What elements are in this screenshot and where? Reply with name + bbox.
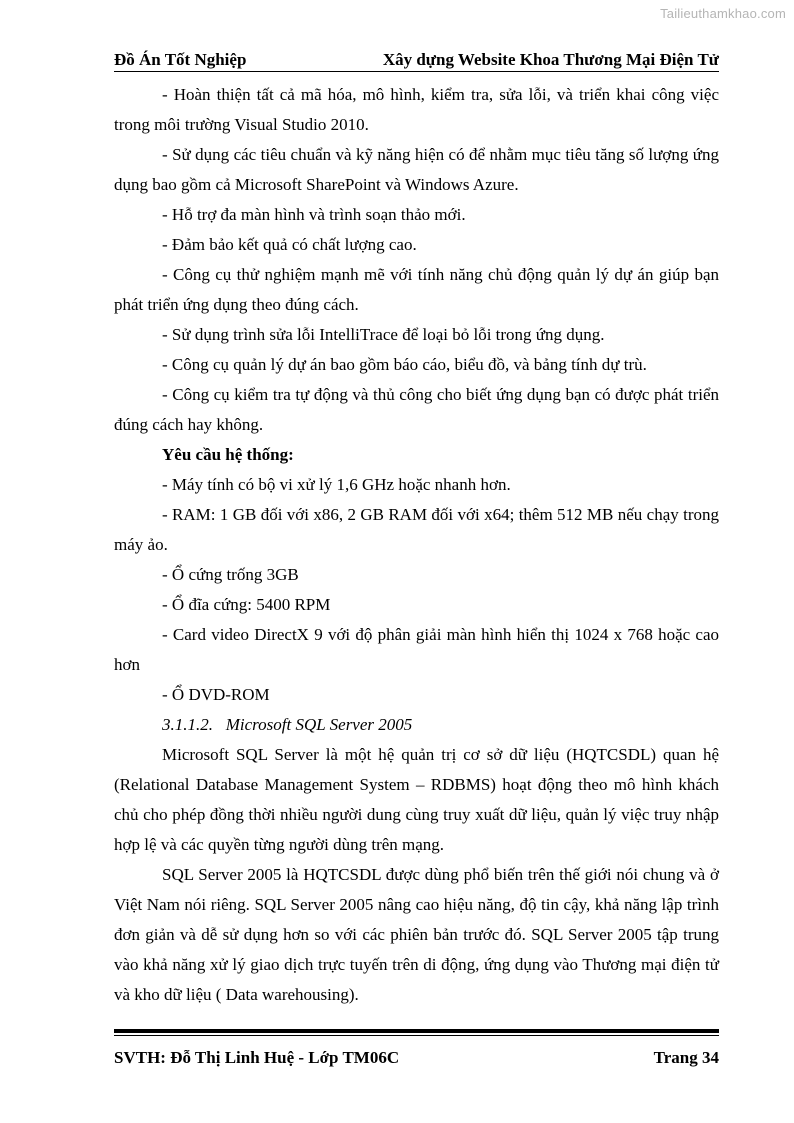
paragraph: SQL Server 2005 là HQTCSDL được dùng phổ biến trên thế giới nói chung và ở Việt Nam nói riêng. SQL Server 2005 nâng cao hiệu năng, độ tin cậy, khả năng lập trình đơn giản và dễ sử dụng hơn so với các phiên bản trước đó. SQL Server 2005 tập trung vào khả năng xử lý giao dịch trực tuyến trên di động, ứng dụng vào Thương mại điện tử và kho dữ liệu ( Data warehousing). (114, 865, 719, 1004)
header-divider (114, 71, 719, 72)
header-left-title: Đồ Án Tốt Nghiệp (114, 50, 247, 69)
paragraph: - Sử dụng trình sửa lỗi IntelliTrace để loại bỏ lỗi trong ứng dụng. (162, 325, 605, 344)
watermark: Tailieuthamkhao.com (660, 6, 786, 21)
page-footer (114, 1048, 719, 1072)
paragraph: - Công cụ kiểm tra tự động và thủ công cho biết ứng dụng bạn có được phát triển đúng cách hay không. (114, 385, 719, 434)
requirements-heading: Yêu cầu hệ thống: (162, 445, 294, 464)
footer-author: SVTH: Đỗ Thị Linh Huệ - Lớp TM06C (114, 1048, 400, 1067)
paragraph: - Công cụ quản lý dự án bao gồm báo cáo, biểu đồ, và bảng tính dự trù. (162, 355, 647, 374)
page-header (114, 48, 719, 72)
paragraph: - Sử dụng các tiêu chuẩn và kỹ năng hiện có để nhằm mục tiêu tăng số lượng ứng dụng bao gồm cả Microsoft SharePoint và Windows Azure. (114, 145, 719, 194)
paragraph: - Công cụ thử nghiệm mạnh mẽ với tính năng chủ động quản lý dự án giúp bạn phát triển ứng dụng theo đúng cách. (114, 265, 719, 314)
paragraph: - Hoàn thiện tất cả mã hóa, mô hình, kiểm tra, sửa lỗi, và triển khai công việc trong môi trường Visual Studio 2010. (114, 85, 719, 134)
page-body (114, 80, 719, 1010)
footer-divider-thick (114, 1029, 719, 1033)
requirement-item: - Ổ cứng trống 3GB (162, 565, 299, 584)
requirement-item: - RAM: 1 GB đối với x86, 2 GB RAM đối với x64; thêm 512 MB nếu chạy trong máy ảo. (114, 505, 719, 554)
requirement-item: - Ổ DVD-ROM (162, 685, 270, 704)
paragraph: Microsoft SQL Server là một hệ quản trị cơ sở dữ liệu (HQTCSDL) quan hệ (Relational Database Management System – RDBMS) hoạt động theo mô hình khách chủ cho phép đồng thời nhiều người dung cùng truy xuất dữ liệu, quản lý việc truy nhập hợp lệ và các quyền từng người dùng trên mạng. (114, 745, 719, 854)
footer-divider-thin (114, 1035, 719, 1036)
requirement-item: - Card video DirectX 9 với độ phân giải màn hình hiển thị 1024 x 768 hoặc cao hơn (114, 625, 719, 674)
section-heading: 3.1.1.2. Microsoft SQL Server 2005 (162, 715, 413, 734)
requirement-item: - Ổ đĩa cứng: 5400 RPM (162, 595, 331, 614)
page-number: Trang 34 (653, 1048, 719, 1067)
header-right-title: Xây dựng Website Khoa Thương Mại Điện Tử (382, 50, 719, 69)
paragraph: - Đảm bảo kết quả có chất lượng cao. (162, 235, 417, 254)
requirement-item: - Máy tính có bộ vi xử lý 1,6 GHz hoặc nhanh hơn. (162, 475, 511, 494)
paragraph: - Hỗ trợ đa màn hình và trình soạn thảo mới. (162, 205, 466, 224)
